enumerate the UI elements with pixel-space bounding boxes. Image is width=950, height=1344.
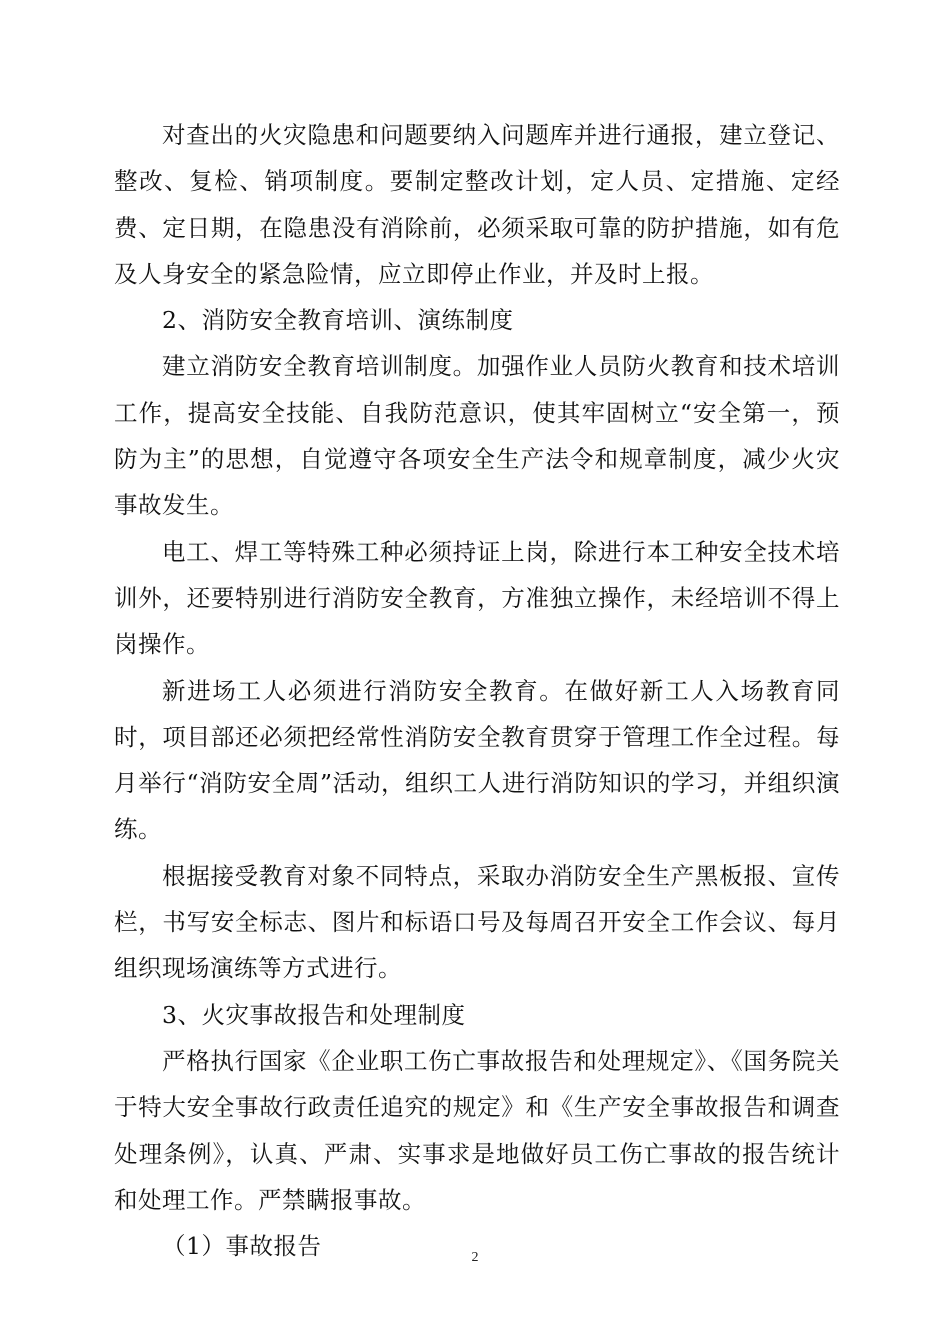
- document-body: [114, 112, 840, 1269]
- paragraph-regulations: 严格执行国家《企业职工伤亡事故报告和处理规定》、《国务院关于特大安全事故行政责任追究的规定》和《生产安全事故报告和调查处理条例》，认真、严肃、实事求是地做好员工伤亡事故的报告统计和处理工作。严禁瞒报事故。: [114, 1046, 840, 1214]
- paragraph-hazard-rectification: 对查出的火灾隐患和问题要纳入问题库并进行通报，建立登记、整改、复检、销项制度。要制定整改计划，定人员、定措施、定经费、定日期，在隐患没有消除前，必须采取可靠的防护措施，如有危及人身安全的紧急险情，应立即停止作业，并及时上报。: [114, 121, 840, 288]
- section-heading-accident-report: 3、火灾事故报告和处理制度: [162, 1000, 466, 1029]
- paragraph-new-workers: 新进场工人必须进行消防安全教育。在做好新工人入场教育同时，项目部还必须把经常性消防安全教育贯穿于管理工作全过程。每月举行“消防安全周”活动，组织工人进行消防知识的学习，并组织演练。: [114, 676, 840, 844]
- paragraph-training-system: 建立消防安全教育培训制度。加强作业人员防火教育和技术培训工作，提高安全技能、自我防范意识，使其牢固树立“安全第一，预防为主”的思想，自觉遵守各项安全生产法令和规章制度，减少火灾事故发生。: [114, 352, 840, 520]
- paragraph-education-methods: 根据接受教育对象不同特点，采取办消防安全生产黑板报、宣传栏，书写安全标志、图片和标语口号及每周召开安全工作会议、每月组织现场演练等方式进行。: [114, 861, 840, 983]
- paragraph-special-workers: 电工、焊工等特殊工种必须持证上岗，除进行本工种安全技术培训外，还要特别进行消防安全教育，方准独立操作，未经培训不得上岗操作。: [114, 537, 840, 659]
- page-number: 2: [471, 1250, 479, 1265]
- subheading-accident-report: （1）事故报告: [162, 1232, 322, 1261]
- section-heading-training: 2、消防安全教育培训、演练制度: [162, 306, 514, 335]
